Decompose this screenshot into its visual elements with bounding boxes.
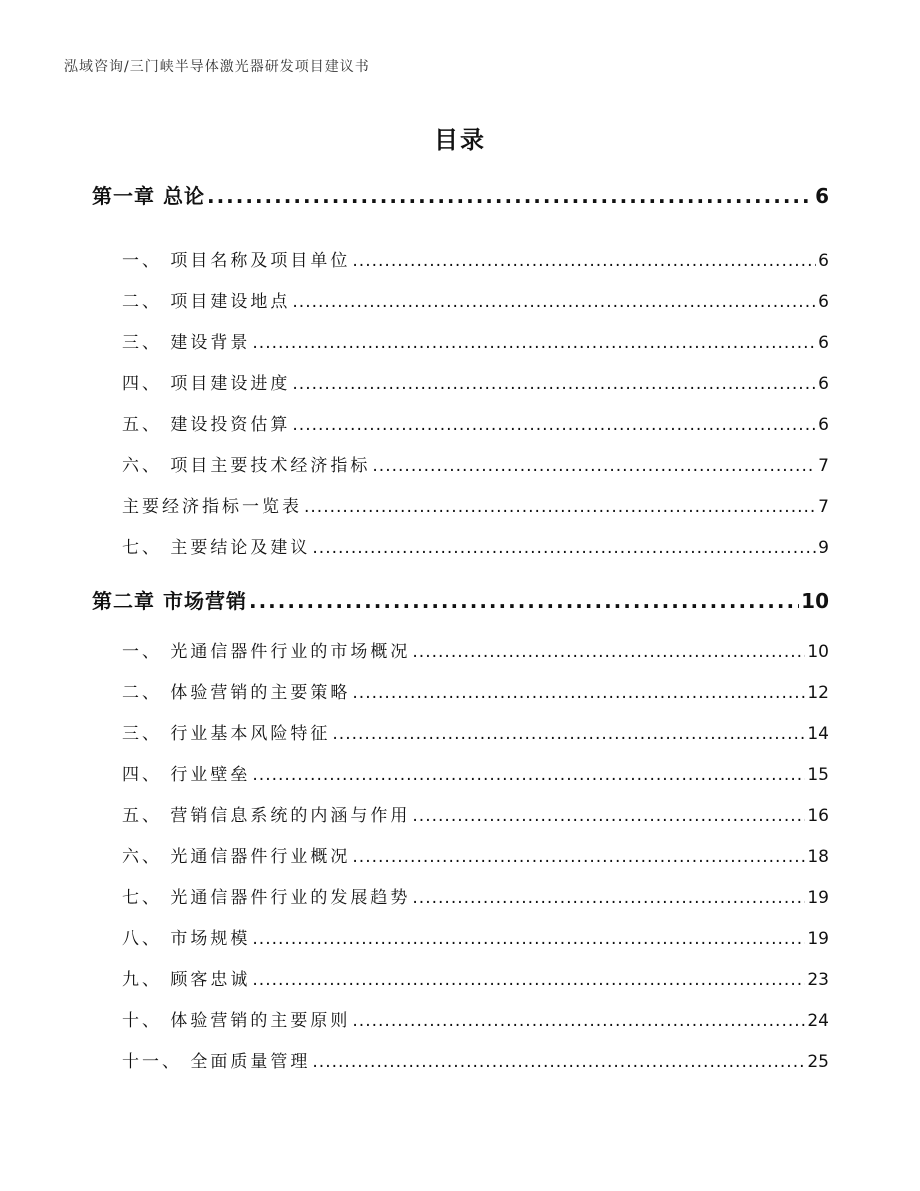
leader-dots — [304, 487, 816, 528]
leader-dots — [292, 282, 816, 323]
toc-label: 三、 建设背景 — [122, 333, 251, 353]
leader-dots — [252, 323, 816, 364]
toc-page: 25 — [807, 1052, 829, 1072]
toc-label: 五、 建设投资估算 — [122, 415, 291, 435]
toc-entry[interactable] — [92, 960, 829, 1001]
toc-page: 9 — [818, 538, 829, 558]
toc-page: 6 — [818, 374, 829, 394]
toc-entry[interactable] — [92, 714, 829, 755]
leader-dots — [352, 837, 805, 878]
leader-dots — [252, 919, 805, 960]
toc-entry[interactable] — [92, 837, 829, 878]
toc-entry[interactable] — [92, 673, 829, 714]
toc-page: 7 — [818, 456, 829, 476]
toc-label: 第二章 市场营销 — [92, 589, 247, 613]
toc-label: 六、 光通信器件行业概况 — [122, 847, 351, 867]
toc-page: 15 — [807, 765, 829, 785]
toc-page: 14 — [807, 724, 829, 744]
toc-entry[interactable] — [92, 487, 829, 528]
leader-dots — [249, 581, 799, 622]
toc-page: 6 — [818, 251, 829, 271]
toc-label: 七、 主要结论及建议 — [122, 538, 311, 558]
toc-label: 六、 项目主要技术经济指标 — [122, 456, 371, 476]
leader-dots — [412, 796, 805, 837]
toc-page: 19 — [807, 929, 829, 949]
toc-entry[interactable] — [92, 755, 829, 796]
leader-dots — [312, 1042, 805, 1083]
toc-page: 10 — [807, 642, 829, 662]
toc-entry[interactable] — [92, 796, 829, 837]
toc-page: 12 — [807, 683, 829, 703]
toc-page: 6 — [818, 415, 829, 435]
toc-page: 19 — [807, 888, 829, 908]
toc-chapter-1[interactable] — [92, 176, 829, 217]
toc-label: 一、 项目名称及项目单位 — [122, 251, 351, 271]
toc-entry[interactable] — [92, 919, 829, 960]
leader-dots — [372, 446, 816, 487]
toc-label: 四、 项目建设进度 — [122, 374, 291, 394]
toc-page: 6 — [815, 184, 829, 208]
leader-dots — [252, 960, 805, 1001]
toc-entry[interactable] — [92, 528, 829, 569]
toc-label: 三、 行业基本风险特征 — [122, 724, 331, 744]
toc-label: 五、 营销信息系统的内涵与作用 — [122, 806, 411, 826]
toc-label: 四、 行业壁垒 — [122, 765, 251, 785]
toc-page: 6 — [818, 333, 829, 353]
toc-chapter-2[interactable] — [92, 581, 829, 622]
leader-dots — [412, 632, 805, 673]
toc-label: 七、 光通信器件行业的发展趋势 — [122, 888, 411, 908]
toc-page: 6 — [818, 292, 829, 312]
leader-dots — [352, 241, 816, 282]
table-of-contents — [92, 176, 829, 1083]
toc-entry[interactable] — [92, 446, 829, 487]
leader-dots — [312, 528, 816, 569]
toc-label: 九、 顾客忠诚 — [122, 970, 251, 990]
toc-entry[interactable] — [92, 1042, 829, 1083]
toc-entry[interactable] — [92, 323, 829, 364]
toc-label: 主要经济指标一览表 — [122, 497, 302, 517]
leader-dots — [292, 364, 816, 405]
toc-label: 八、 市场规模 — [122, 929, 251, 949]
toc-label: 一、 光通信器件行业的市场概况 — [122, 642, 411, 662]
toc-page: 23 — [807, 970, 829, 990]
toc-label: 十、 体验营销的主要原则 — [122, 1011, 351, 1031]
toc-entry[interactable] — [92, 241, 829, 282]
toc-entry[interactable] — [92, 878, 829, 919]
leader-dots — [352, 673, 805, 714]
toc-label: 二、 体验营销的主要策略 — [122, 683, 351, 703]
toc-title: 目录 — [434, 126, 486, 154]
toc-entry[interactable] — [92, 632, 829, 673]
toc-page: 16 — [807, 806, 829, 826]
leader-dots — [412, 878, 805, 919]
leader-dots — [207, 176, 813, 217]
toc-page: 24 — [807, 1011, 829, 1031]
toc-page: 7 — [818, 497, 829, 517]
toc-entry[interactable] — [92, 1001, 829, 1042]
toc-entry[interactable] — [92, 282, 829, 323]
toc-page: 10 — [801, 589, 829, 613]
running-header: 泓域咨询/三门峡半导体激光器研发项目建议书 — [64, 59, 370, 75]
toc-label: 第一章 总论 — [92, 184, 205, 208]
toc-entry[interactable] — [92, 405, 829, 446]
leader-dots — [352, 1001, 805, 1042]
leader-dots — [292, 405, 816, 446]
leader-dots — [252, 755, 805, 796]
toc-label: 二、 项目建设地点 — [122, 292, 291, 312]
toc-label: 十一、 全面质量管理 — [122, 1052, 311, 1072]
toc-page: 18 — [807, 847, 829, 867]
leader-dots — [332, 714, 805, 755]
toc-entry[interactable] — [92, 364, 829, 405]
